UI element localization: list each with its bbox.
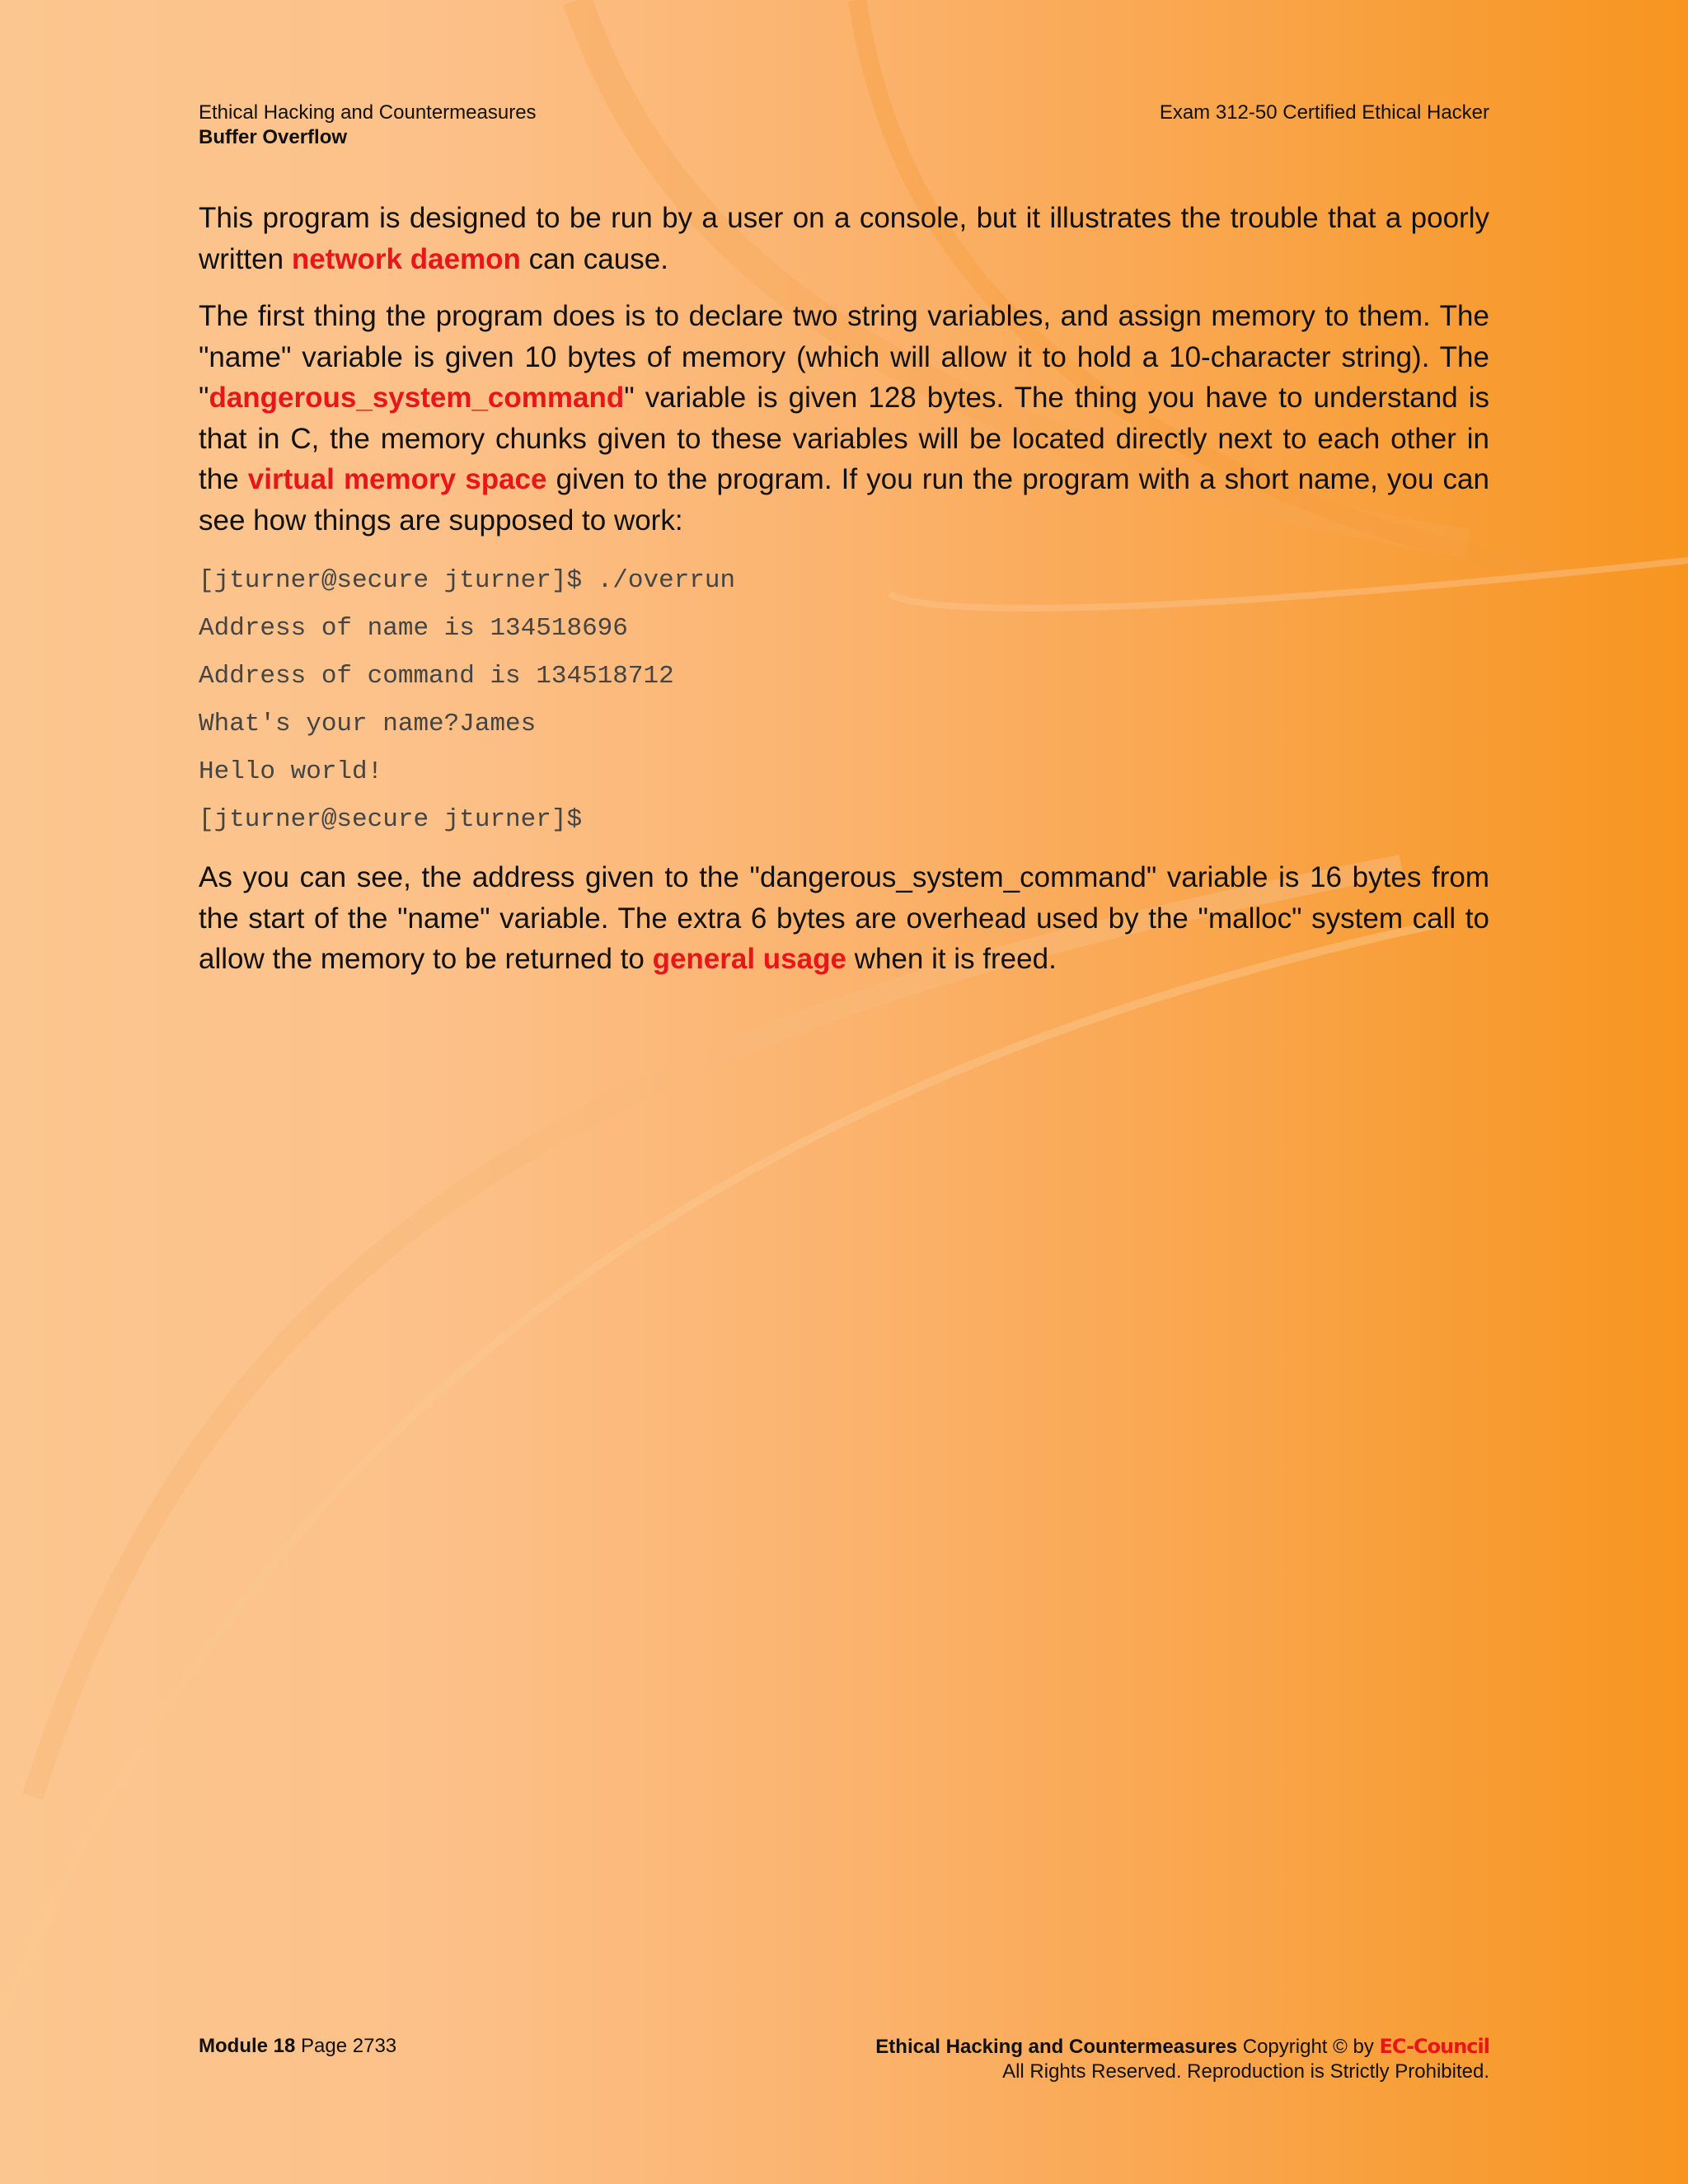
page-footer-left bbox=[199, 2034, 396, 2059]
main-content bbox=[199, 198, 1489, 996]
keyword-highlight: dangerous_system_command bbox=[209, 382, 625, 414]
paragraph-text: The first thing the program does is to declare two string variables, and assign memory to them. The "name" variable is given 10 bytes of memory (which will allow it to hold a 10-character string). The " bbox=[199, 300, 1489, 414]
paragraph-text: given to the program. If you run the program with a short name, you can see how things are supposed to work: bbox=[199, 463, 1489, 537]
keyword-highlight: network daemon bbox=[291, 242, 521, 275]
keyword-highlight: general usage bbox=[652, 943, 846, 975]
paragraph-conclusion bbox=[199, 857, 1489, 980]
paragraph-text: when it is freed. bbox=[846, 943, 1057, 975]
paragraph-text: " variable is given 128 bytes. The thing you have to understand is that in C, the memory chunks given to these variables will be located directly next to each other in the bbox=[199, 382, 1489, 495]
header-module-title: Buffer Overflow bbox=[199, 126, 348, 148]
paragraph-intro bbox=[199, 198, 1489, 279]
footer-rights: All Rights Reserved. Reproduction is Strictly Prohibited. bbox=[1002, 2060, 1489, 2083]
code-line: What's your name?James bbox=[199, 710, 537, 738]
paragraph-text: This program is designed to be run by a user on a console, but it illustrates the trouble that a poorly written bbox=[199, 202, 1489, 275]
terminal-output bbox=[199, 557, 1489, 844]
keyword-highlight: virtual memory space bbox=[247, 463, 547, 495]
paragraph-text: As you can see, the address given to the "dangerous_system_command" variable is 16 bytes from the start of the "name" variable. The extra 6 bytes are overhead used by the "malloc" system call to allow the memory to be returned to bbox=[199, 861, 1489, 975]
footer-course-title: Ethical Hacking and Countermeasures bbox=[875, 2036, 1238, 2058]
code-line: Address of command is 134518712 bbox=[199, 662, 674, 691]
code-line: [jturner@secure jturner]$ ./overrun bbox=[199, 566, 736, 595]
footer-module-label: Module 18 bbox=[199, 2035, 296, 2057]
paragraph-variables bbox=[199, 296, 1489, 541]
ec-council-logo: EC-Council bbox=[1379, 2035, 1489, 2058]
header-exam-title: Exam 312-50 Certified Ethical Hacker bbox=[1159, 101, 1489, 124]
footer-copyright-text: Copyright © by bbox=[1242, 2036, 1374, 2058]
paragraph-text: can cause. bbox=[520, 242, 668, 275]
footer-page-number: Page 2733 bbox=[301, 2035, 397, 2057]
header-course-title: Ethical Hacking and Countermeasures bbox=[199, 101, 537, 124]
page-footer-right bbox=[875, 2034, 1489, 2084]
code-line: Hello world! bbox=[199, 757, 383, 786]
page-header-left bbox=[199, 101, 537, 150]
code-line: Address of name is 134518696 bbox=[199, 614, 628, 643]
code-line: [jturner@secure jturner]$ bbox=[199, 805, 583, 834]
footer-copyright bbox=[875, 2034, 1489, 2060]
